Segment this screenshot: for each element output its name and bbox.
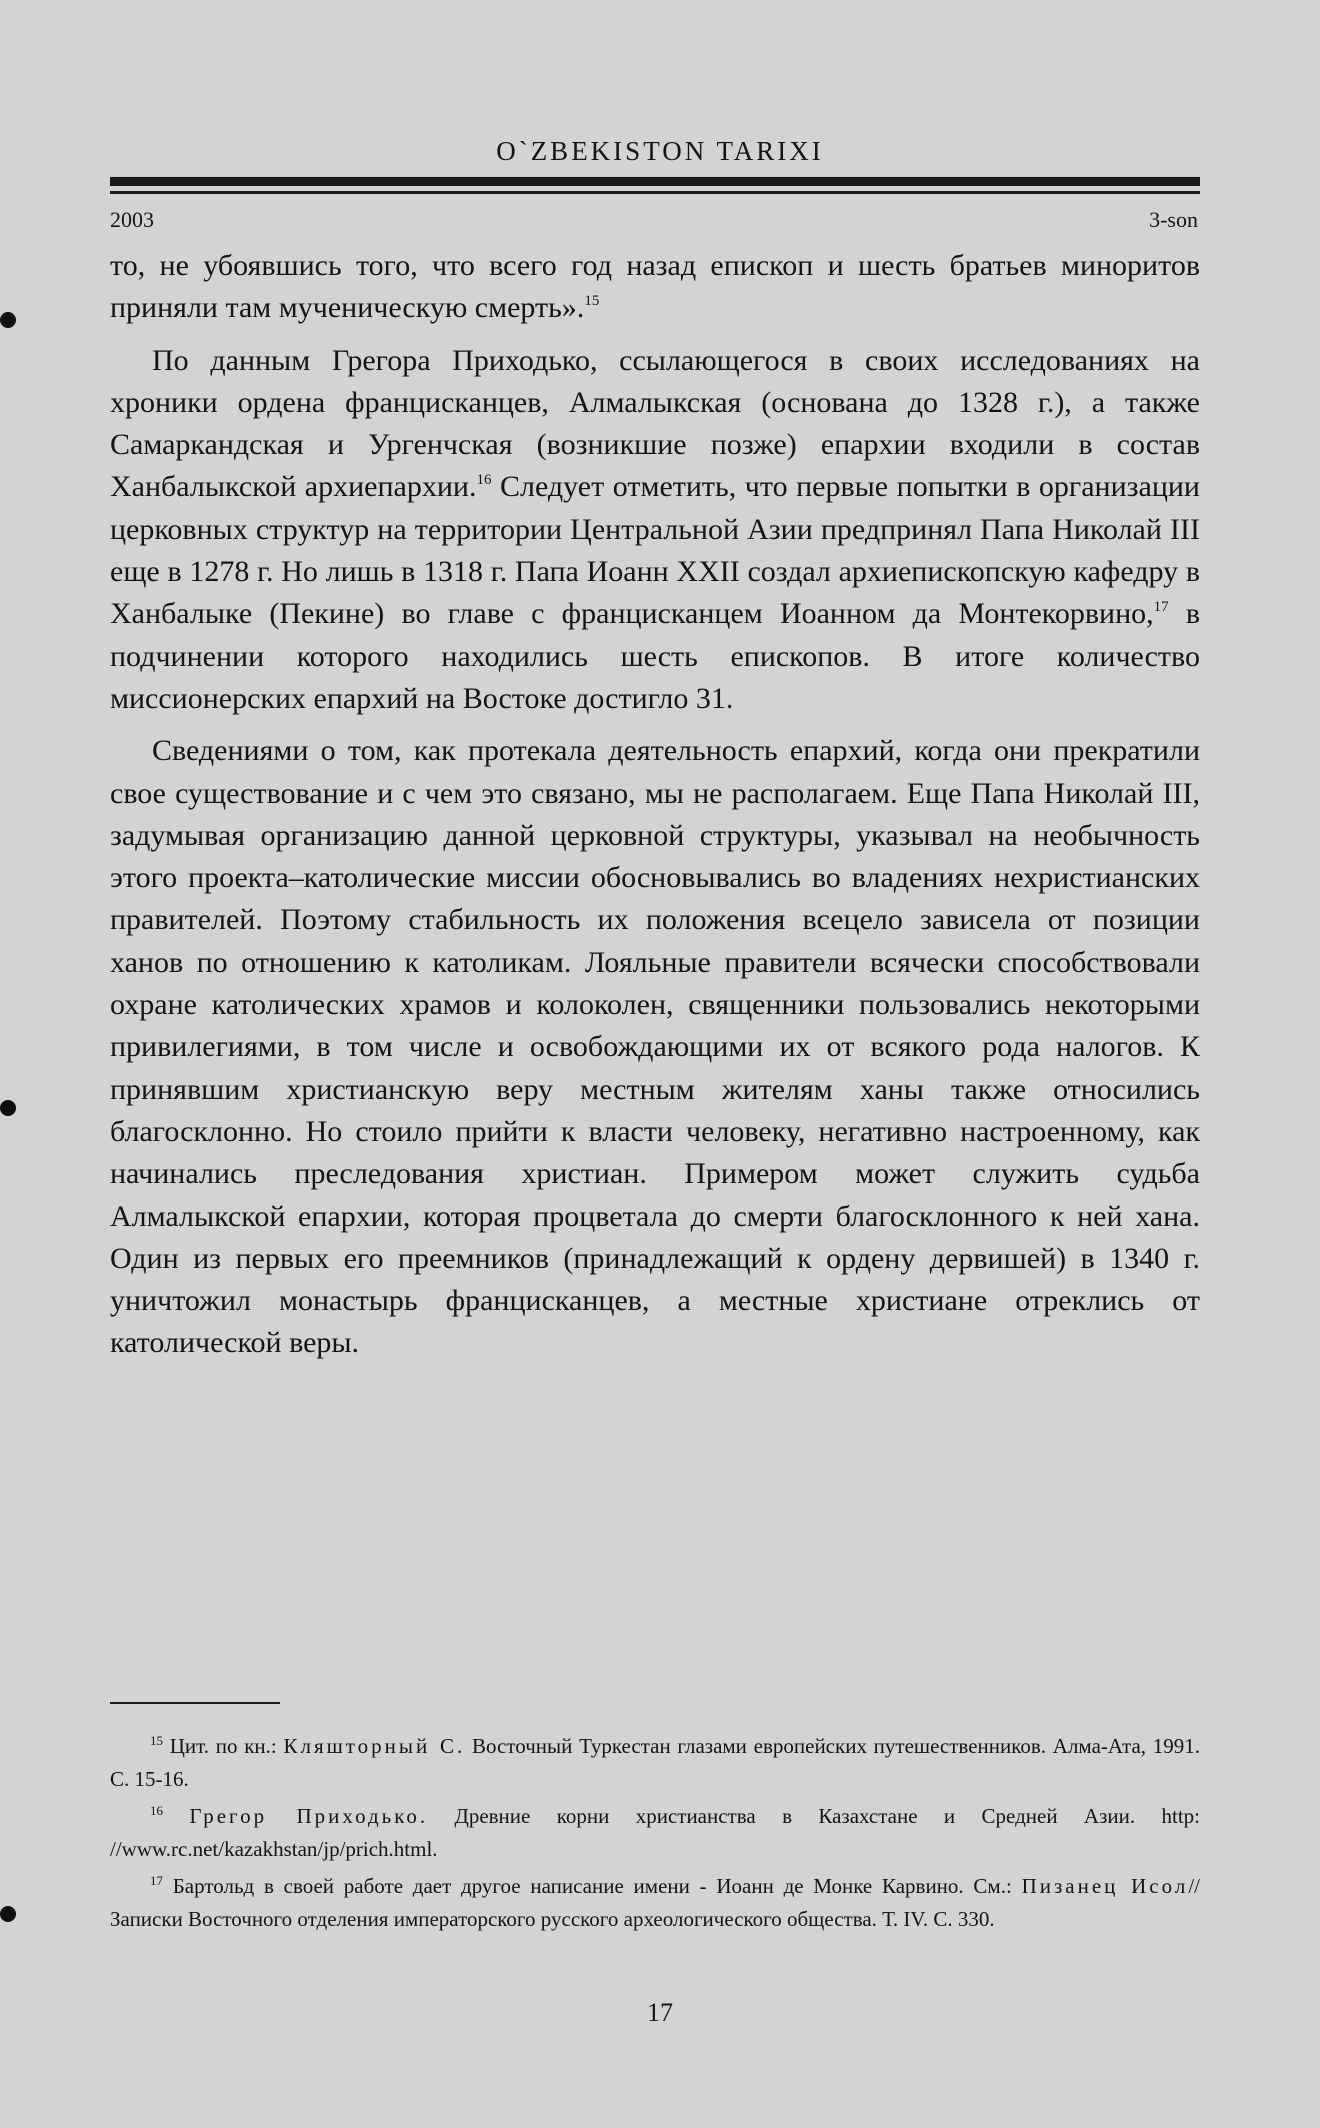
issue-year: 2003 (110, 207, 154, 232)
punch-hole-mark (0, 1906, 16, 1922)
punch-hole-mark (0, 1100, 16, 1116)
journal-title: O`ZBEKISTON TARIXI (496, 136, 824, 166)
paragraph-3 (110, 730, 1200, 1364)
footnote (110, 1800, 1200, 1866)
footnote-number: 17 (150, 1873, 163, 1888)
paragraph-text: Следует отметить, что первые попытки в организации церковных структур на территории Центральной Азии предпринял Папа Николай III еще в 1278 г. Но лишь в 1318 г. Папа Иоанн XXII создал архиепископскую кафедру в Ханбалыке (Пекине) во главе с францисканцем Иоанном да Монтекорвино, (110, 470, 1200, 631)
punch-hole-mark (0, 312, 16, 328)
footnote-prefix: Бартольд в своей работе дает другое написание имени - Иоанн де Монке Карвино. См.: (172, 1874, 1022, 1898)
paragraph-2 (110, 340, 1200, 721)
header-rule-thin (110, 191, 1200, 194)
footnote-text: Восточный Туркестан глазами европейских путешественников. Алма-Ата, 1991. С. 15-16. (110, 1734, 1200, 1791)
footnote-author: Кляшторный С. (283, 1734, 466, 1758)
footnote-number: 15 (150, 1733, 163, 1748)
paragraph-text: Сведениями о том, как протекала деятельность епархий, когда они прекратили свое существование и с чем это связано, мы не располагаем. Еще Папа Николай III, задумывая организацию данной церковной структуры, указывал на необычность этого проекта–католические миссии обосновывались во владениях нехристианских правителей. Поэтому стабильность их положения всецело зависела от позиции ханов по отношению к католикам. Лояльные правители всячески способствовали охране католических храмов и колоколен, священники пользовались некоторыми привилегиями, в том числе и освобождающими их от всякого рода налогов. К принявшим христианскую веру местным жителям ханы также относились благосклонно. Но стоило прийти к власти человеку, негативно настроенному, как начинались преследования христиан. Примером может служить судьба Алмалыкской епархии, которая процветала до смерти благосклонного к ней хана. Один из первых его преемников (принадлежащий к ордену дервишей) в 1340 г. уничтожил монастырь францисканцев, а местные христиане отреклись от католической веры. (110, 734, 1200, 1360)
paragraph-text: По данным Грегора Приходько, ссылающегося в своих исследованиях на хроники ордена францисканцев, Алмалыкская (основана до 1328 г.), а также Самаркандская и Ургенчская (возникшие позже) епархии входили в состав Ханбалыкской архиепархии. (110, 343, 1200, 504)
footnote-separator (110, 1702, 280, 1704)
footnote-author: Грегор Приходько. (189, 1804, 429, 1828)
footnote-number: 16 (150, 1803, 163, 1818)
footnote-author: Пизанец Исол (1021, 1874, 1189, 1898)
header-rule-thick (110, 177, 1200, 186)
article-body (110, 245, 1200, 1375)
paragraph-text: то, не убоявшись того, что всего год назад епископ и шесть братьев миноритов приняли там мученическую смерть». (110, 249, 1200, 325)
footnote (110, 1730, 1200, 1796)
footnote-ref: 16 (476, 472, 492, 489)
footnotes (110, 1730, 1200, 1940)
page-number: 17 (647, 1998, 673, 2027)
footnote-prefix: Цит. по кн.: (169, 1734, 284, 1758)
footnote-ref: 17 (1153, 599, 1169, 616)
paragraph-text: в подчинении которого находились шесть епископов. В итоге количество миссионерских епархий на Востоке достигло 31. (110, 597, 1200, 715)
issue-number: 3-son (1149, 207, 1198, 232)
footnote-text: Древние корни христианства в Казахстане и Средней Азии. http: //www.rc.net/kazakhstan/jp/prich.html. (110, 1804, 1200, 1861)
footnote-ref: 15 (584, 293, 600, 310)
paragraph-1 (110, 245, 1200, 330)
footnote-text: // Записки Восточного отделения императорского русского археологического общества. Т. IV. С. 330. (110, 1874, 1200, 1931)
footnote (110, 1870, 1200, 1936)
